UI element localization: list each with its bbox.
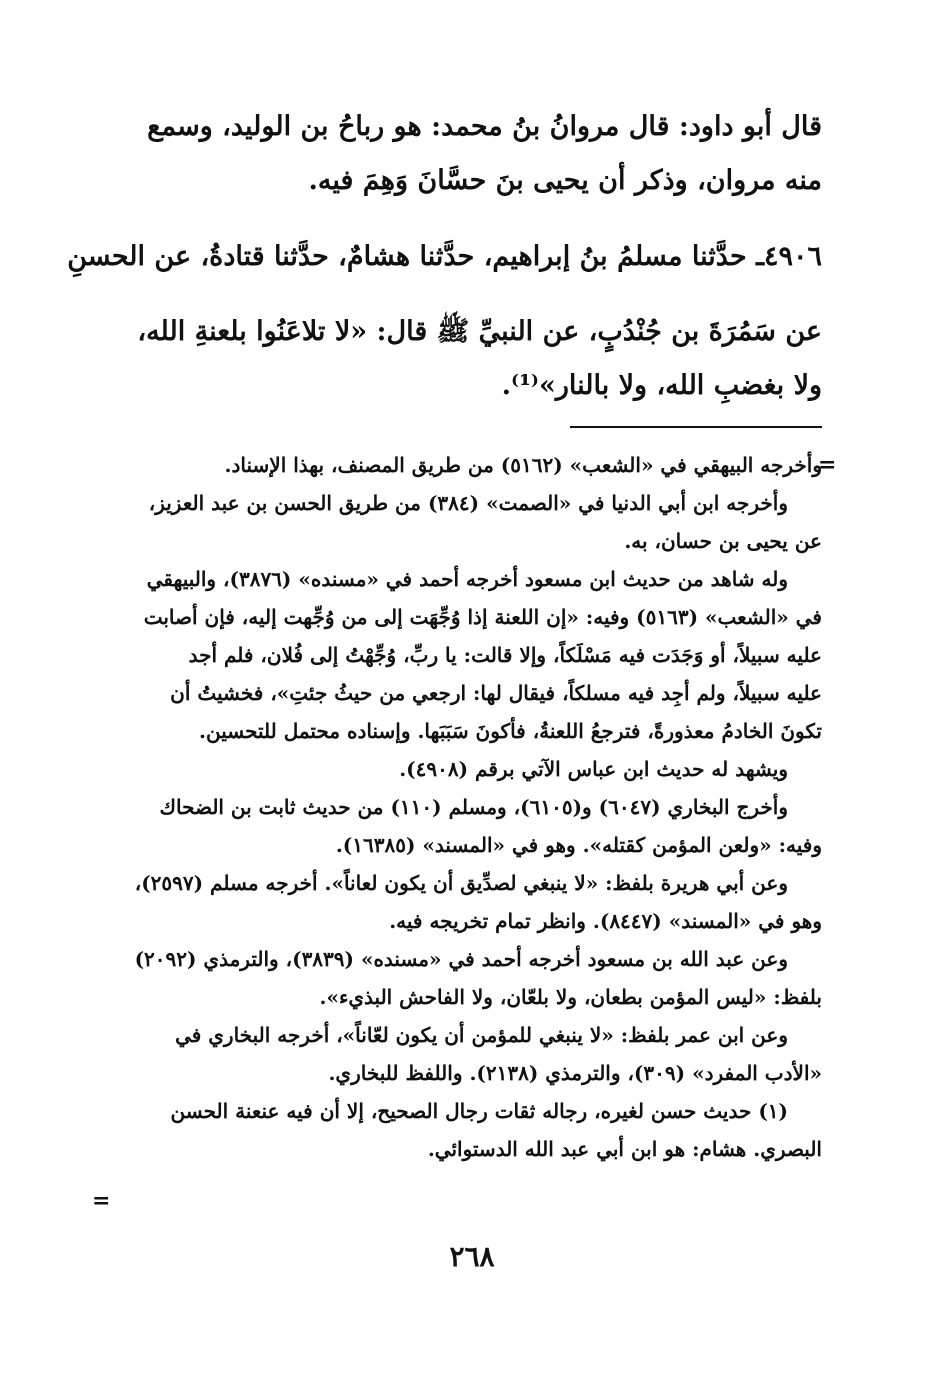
text-line: منه مروان، وذكر أن يحيى بنَ حسَّانَ وَهِمَ فيه. (308, 165, 822, 196)
footnote-paragraph (102, 484, 822, 560)
footnote-paragraph (102, 1016, 822, 1092)
footnote-line: بلفظ: «ليس المؤمن بطعان، ولا بلعّان، ولا الفاحش البذيء». (319, 985, 822, 1009)
footnote-line: «الأدب المفرد» (٣٠٩)، والترمذي (٢١٣٨). واللفظ للبخاري. (328, 1061, 822, 1085)
footnote-paragraph (102, 864, 822, 940)
text-line: ولا بغضبِ الله، ولا بالنار»⁽¹⁾. (501, 370, 822, 401)
footnote-paragraph (102, 560, 822, 750)
footnotes (102, 446, 822, 1168)
footnote-line: وعن ابن عمر بلفظ: «لا ينبغي للمؤمن أن يكون لعّاناً»، أخرجه البخاري في (175, 1023, 788, 1047)
footnote-line: وله شاهد من حديث ابن مسعود أخرجه أحمد في «مسنده» (٣٨٧٦)، والبيهقي (146, 567, 788, 591)
footnote-paragraph (102, 1092, 822, 1168)
footnote-line: وفيه: «ولعن المؤمن كقتله». وهو في «المسند» (١٦٣٨٥). (335, 833, 822, 857)
footnote-paragraph (102, 940, 822, 1016)
text-line: عن سَمُرَةَ بن جُنْدُبٍ، عن النبيِّ ﷺ قال: «لا تلاعَنُوا بلعنةِ الله، (137, 316, 822, 347)
footnote-line: وعن عبد الله بن مسعود أخرجه أحمد في «مسنده» (٣٨٣٩)، والترمذي (٢٠٩٢) (134, 947, 788, 971)
footnote-line: وأخرج البخاري (٦٠٤٧) و(٦١٠٥)، ومسلم (١١٠) من حديث ثابت بن الضحاك (159, 795, 788, 819)
footnote-line: وهو في «المسند» (٨٤٤٧). وانظر تمام تخريجه فيه. (389, 909, 822, 933)
hadith-heading (67, 230, 822, 284)
footnote-line: في «الشعب» (٥١٦٣) وفيه: «إن اللعنة إذا وُجِّهَت إلى من وُجِّهت إليه، فإن أصابت (143, 605, 822, 629)
page-number: ٢٦٨ (449, 1240, 495, 1273)
footnote-paragraph (102, 788, 822, 864)
footnote-line: وأخرجه ابن أبي الدنيا في «الصمت» (٣٨٤) من طريق الحسن بن عبد العزيز، (148, 491, 788, 515)
intro-paragraph (102, 100, 822, 208)
footnote-line: ويشهد له حديث ابن عباس الآتي برقم (٤٩٠٨). (399, 757, 788, 781)
footnote-line: وأخرجه البيهقي في «الشعب» (٥١٦٢) من طريق المصنف، بهذا الإسناد. (224, 453, 822, 477)
footnote-line: عن يحيى بن حسان، به. (624, 529, 822, 553)
footnote-line: تكونَ الخادمُ معذورةً، فترجعُ اللعنةُ، فأكونَ سَبَبَها. وإسناده محتمل للتحسين. (199, 719, 822, 743)
footnote-line: عليه سبيلاً، ولم أجِد فيه مسلكاً، فيقال لها: ارجعي من حيثُ جئتِ»، فخشيتُ أن (170, 681, 822, 705)
hadith-isnad-line: ٤٩٠٦ـ حدَّثنا مسلمُ بنُ إبراهيم، حدَّثنا هشامٌ، حدَّثنا قتادةُ، عن الحسنِ (67, 241, 822, 272)
footnote-line: وعن أبي هريرة بلفظ: «لا ينبغي لصدِّيق أن يكون لعاناً». أخرجه مسلم (٢٥٩٧)، (134, 871, 788, 895)
footnote-separator (570, 426, 822, 428)
continuation-mark-top: = (818, 452, 837, 478)
continuation-mark-bottom: = (92, 1188, 111, 1214)
footnote-line: البصري. هشام: هو ابن أبي عبد الله الدستوائي. (427, 1137, 822, 1161)
footnote-paragraph (102, 750, 822, 788)
footnote-line: (١) حديث حسن لغيره، رجاله ثقات رجال الصحيح، إلا أن فيه عنعنة الحسن (170, 1099, 788, 1123)
hadith-text (102, 305, 822, 413)
text-line: قال أبو داود: قال مروانُ بنُ محمد: هو رباحُ بن الوليد، وسمع (147, 111, 822, 142)
footnote-paragraph (102, 446, 822, 484)
footnote-line: عليه سبيلاً، أو وَجَدَت فيه مَسْلَكاً، وإلا قالت: يا ربِّ، وُجِّهْتُ إلى فُلان، فلم أجد (188, 643, 822, 667)
